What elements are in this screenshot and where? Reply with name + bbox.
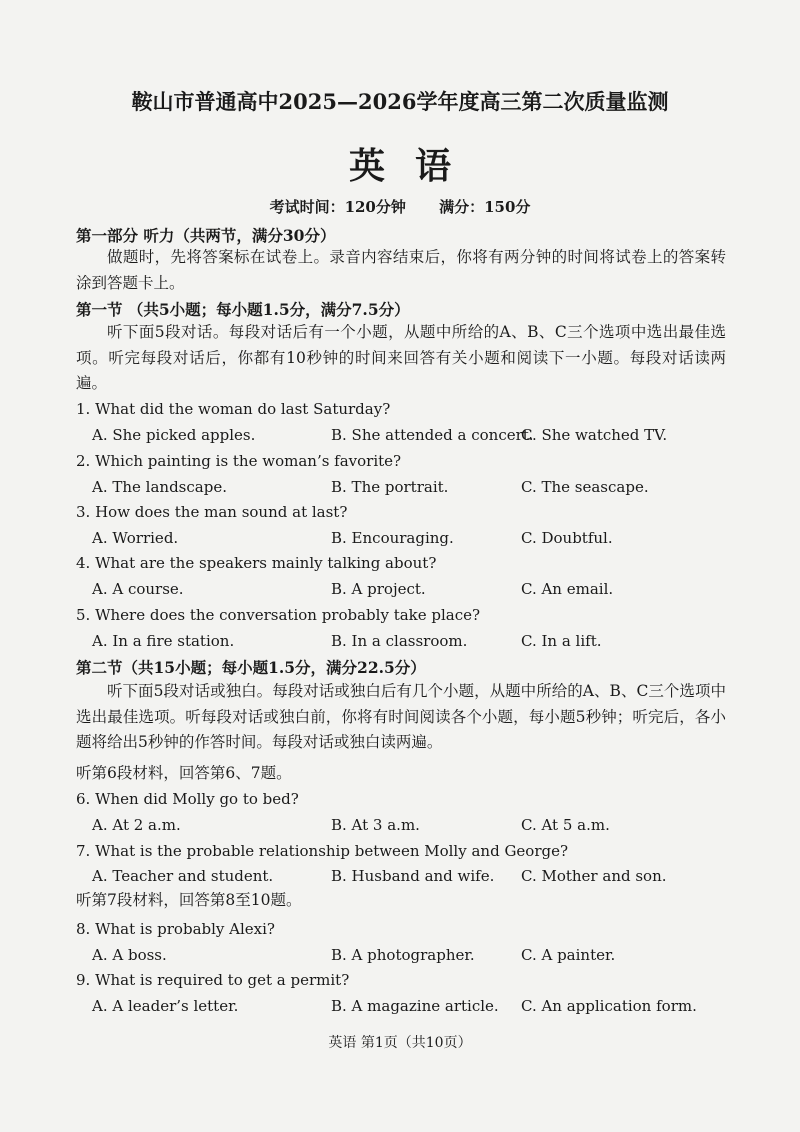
q1-option-b: B. She attended a concert.	[331, 426, 534, 444]
q6-option-c: C. At 5 a.m.	[521, 816, 610, 834]
q8-option-b: B. A photographer.	[331, 946, 475, 964]
question-6: 6. When did Molly go to bed?	[76, 790, 299, 808]
part1-heading: 第一部分 听力（共两节，满分30分）	[76, 226, 336, 245]
q5-option-b: B. In a classroom.	[331, 632, 468, 650]
q9-option-b: B. A magazine article.	[331, 997, 499, 1015]
q4-option-a: A. A course.	[92, 580, 184, 598]
q2-option-a: A. The landscape.	[92, 478, 227, 496]
q6-option-b: B. At 3 a.m.	[331, 816, 420, 834]
exam-time: 考试时间：120分钟	[269, 198, 406, 216]
q4-option-b: B. A project.	[331, 580, 426, 598]
q7-option-a: A. Teacher and student.	[92, 867, 274, 885]
material-6-note: 听第6段材料，回答第6、7题。	[76, 764, 292, 782]
question-4: 4. What are the speakers mainly talking about?	[76, 554, 437, 572]
question-3: 3. How does the man sound at last?	[76, 503, 348, 521]
q9-option-c: C. An application form.	[521, 997, 697, 1015]
question-7: 7. What is the probable relationship between Molly and George?	[76, 842, 569, 860]
part1-instruction: 做题时，先将答案标在试卷上。录音内容结束后，你将有两分钟的时间将试卷上的答案转涂到答题卡上。	[76, 248, 726, 292]
section2-instruction: 听下面5段对话或独白。每段对话或独白后有几个小题，从题中所给的A、B、C三个选项中选出最佳选项。听每段对话或独白前，你将有时间阅读各个小题，每小题5秒钟；听完后，各小题将给出5秒钟的作答时间。每段对话或独白读两遍。	[76, 682, 726, 751]
question-5: 5. Where does the conversation probably take place?	[76, 606, 481, 624]
q7-option-b: B. Husband and wife.	[331, 867, 495, 885]
q2-option-c: C. The seascape.	[521, 478, 649, 496]
q3-option-c: C. Doubtful.	[521, 529, 613, 547]
question-9: 9. What is required to get a permit?	[76, 971, 350, 989]
q8-option-c: C. A painter.	[521, 946, 616, 964]
q3-option-a: A. Worried.	[92, 529, 179, 547]
question-1: 1. What did the woman do last Saturday?	[76, 400, 391, 418]
q5-option-a: A. In a fire station.	[92, 632, 235, 650]
q3-option-b: B. Encouraging.	[331, 529, 454, 547]
material-7-note: 听第7段材料，回答第8至10题。	[76, 891, 302, 909]
exam-title: 鞍山市普通高中2025—2026学年度高三第二次质量监测	[131, 89, 669, 114]
q7-option-c: C. Mother and son.	[521, 867, 667, 885]
section1-heading: 第一节 （共5小题；每小题1.5分，满分7.5分）	[76, 300, 410, 319]
section2-heading: 第二节（共15小题；每小题1.5分，满分22.5分）	[76, 658, 426, 677]
q2-option-b: B. The portrait.	[331, 478, 449, 496]
q6-option-a: A. At 2 a.m.	[92, 816, 181, 834]
question-2: 2. Which painting is the woman’s favorite?	[76, 452, 402, 470]
exam-score: 满分：150分	[439, 198, 531, 216]
exam-info	[0, 196, 800, 217]
q1-option-a: A. She picked apples.	[92, 426, 256, 444]
q1-option-c: C. She watched TV.	[521, 426, 668, 444]
subject-title: 英语	[348, 145, 481, 187]
q5-option-c: C. In a lift.	[521, 632, 602, 650]
q9-option-a: A. A leader’s letter.	[92, 997, 239, 1015]
section1-instruction: 听下面5段对话。每段对话后有一个小题，从题中所给的A、B、C三个选项中选出最佳选项。听完每段对话后，你都有10秒钟的时间来回答有关小题和阅读下一小题。每段对话读两遍。	[76, 323, 726, 392]
question-8: 8. What is probably Alexi?	[76, 920, 275, 938]
page-footer: 英语 第1页（共10页）	[328, 1035, 472, 1051]
q8-option-a: A. A boss.	[92, 946, 167, 964]
q4-option-c: C. An email.	[521, 580, 614, 598]
